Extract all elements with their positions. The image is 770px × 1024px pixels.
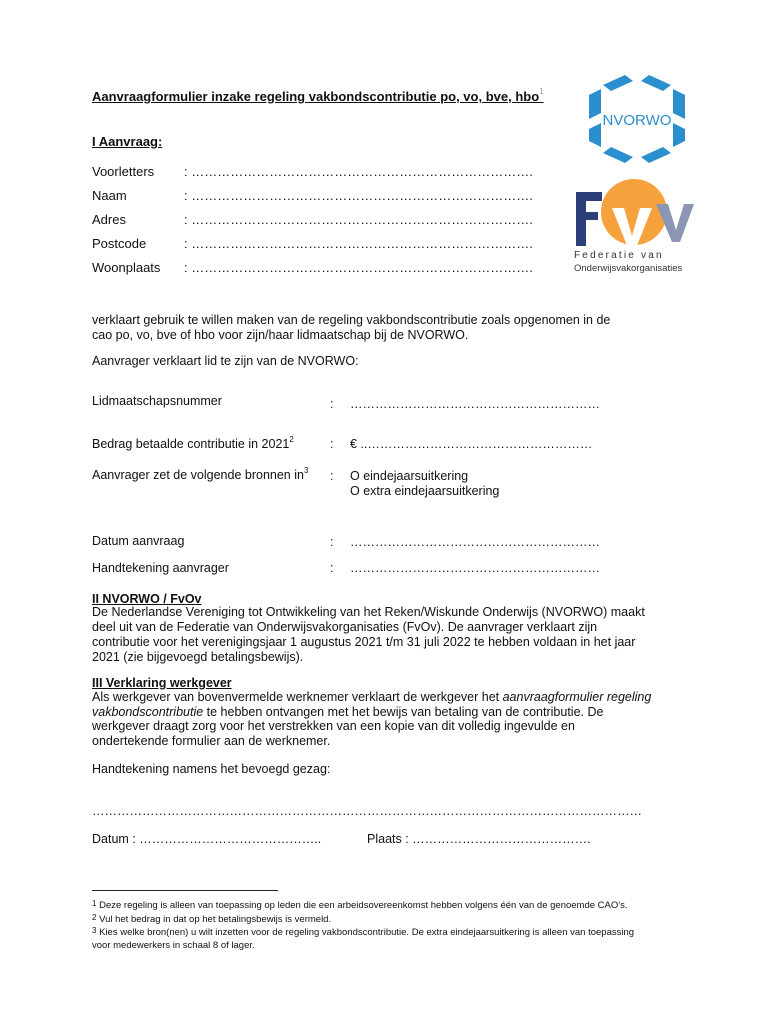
date-field[interactable]: …………………………………………………… xyxy=(350,535,600,549)
membership-field[interactable]: …………………………………………………… xyxy=(350,397,600,411)
adres-label: Adres xyxy=(92,212,126,227)
fvov-logo-line2: Onderwijsvakorganisaties xyxy=(574,263,683,274)
nvorwo-logo xyxy=(585,73,689,165)
signature-field[interactable]: …………………………………………………… xyxy=(350,561,600,575)
membership-label: Lidmaatschapsnummer xyxy=(92,394,222,408)
option-eindejaarsuitkering[interactable]: O eindejaarsuitkering xyxy=(350,469,469,483)
footnote-1: $^1$ Deze regeling is alleen van toepassing op leden die een arbeidsovereenkomst hebben volgens één van de genoemde CAO's. xyxy=(92,899,628,911)
form-title: Aanvraagformulier inzake regeling vakbondscontributie po, vo, bve, hbo$^1$ xyxy=(92,87,544,104)
date-label: Datum aanvraag xyxy=(92,534,185,548)
amount-field[interactable]: € ..……………………………………………… xyxy=(350,437,593,451)
authorized-signature-label: Handtekening namens het bevoegd gezag: xyxy=(92,762,331,776)
section-3-line-2: vakbondscontributie te hebben ontvangen met het bewijs van betaling van de contributie. De xyxy=(92,705,604,719)
voorletters-label: Voorletters xyxy=(92,164,155,179)
fvov-logo-icon xyxy=(572,178,696,252)
footnote-divider xyxy=(92,890,278,891)
signature-label: Handtekening aanvrager xyxy=(92,561,229,575)
section-3-line-3: werkgever draagt zorg voor het verstrekken van een kopie van dit volledig ingevulde en xyxy=(92,719,575,733)
adres-field[interactable]: : ……………………………………………………………………. xyxy=(184,212,533,227)
statement-line-2: cao po, vo, bve of hbo voor zijn/haar lidmaatschap bij de NVORWO. xyxy=(92,328,469,342)
signature-colon: : xyxy=(330,561,334,575)
employer-place-field[interactable]: Plaats : ……………………………………. xyxy=(367,832,591,846)
section-2-line-1: De Nederlandse Vereniging tot Ontwikkeling van het Reken/Wiskunde Onderwijs (NVORWO) maakt xyxy=(92,605,645,619)
section-1-heading: I Aanvraag: xyxy=(92,134,163,149)
footnote-2: $^2$ Vul het bedrag in dat op het betalingsbewijs is vermeld. xyxy=(92,913,332,925)
membership-colon: : xyxy=(330,397,334,411)
postcode-field[interactable]: : ……………………………………………………………………. xyxy=(184,236,533,251)
footnote-mark: 1 xyxy=(539,87,544,96)
section-2-line-3: contributie voor het verenigingsjaar 1 augustus 2021 t/m 31 juli 2022 te hebben voldaan in het jaar xyxy=(92,635,636,649)
fvov-logo-line1: Federatie van xyxy=(574,250,664,261)
option-extra-eindejaarsuitkering[interactable]: O extra eindejaarsuitkering xyxy=(350,484,500,498)
fvov-logo xyxy=(572,178,696,276)
section-3-heading: III Verklaring werkgever xyxy=(92,676,232,690)
naam-field[interactable]: : ……………………………………………………………………. xyxy=(184,188,533,203)
employer-date-field[interactable]: Datum : …………………………………….. xyxy=(92,832,322,846)
woonplaats-label: Woonplaats xyxy=(92,260,161,275)
date-colon: : xyxy=(330,535,334,549)
nvorwo-logo-text: NVORWO xyxy=(602,112,672,129)
sources-label: Aanvrager zet de volgende bronnen $in^3$ xyxy=(92,466,309,482)
naam-label: Naam xyxy=(92,188,127,203)
section-2-line-4: 2021 (zie bijgevoegd betalingsbewijs). xyxy=(92,650,304,664)
section-3-line-1: Als werkgever van bovenvermelde werknemer verklaart de werkgever het aanvraagformulier regeling xyxy=(92,690,652,704)
amount-label: Bedrag betaalde contributie in 2021$^2$ xyxy=(92,435,294,451)
amount-colon: : xyxy=(330,437,334,451)
statement-line-1: verklaart gebruik te willen maken van de regeling vakbondscontributie zoals opgenomen in de xyxy=(92,313,611,327)
postcode-label: Postcode xyxy=(92,236,147,251)
sources-colon: : xyxy=(330,469,334,483)
authorized-signature-field[interactable]: …………………………………………………………………………………………………………………… xyxy=(92,804,642,818)
woonplaats-field[interactable]: : ……………………………………………………………………. xyxy=(184,260,533,275)
voorletters-field[interactable]: : ……………………………………………………………………. xyxy=(184,164,533,179)
section-2-heading: II NVORWO / FvOv xyxy=(92,592,202,606)
section-3-line-4: ondertekende formulier aan de werknemer. xyxy=(92,734,331,748)
member-statement: Aanvrager verklaart lid te zijn van de NVORWO: xyxy=(92,354,359,368)
section-2-line-2: deel uit van de Federatie van Onderwijsvakorganisaties (FvOv). De aanvrager verklaart zijn xyxy=(92,620,598,634)
footnote-3: $^3$ Kies welke bron(nen) u wilt inzetten voor de regeling vakbondscontributie. De extra eindejaarsuitkering is alleen van toepassing voor medewerkers in schaal 8 of lager. xyxy=(92,926,635,951)
nvorwo-logo-icon xyxy=(585,73,689,165)
